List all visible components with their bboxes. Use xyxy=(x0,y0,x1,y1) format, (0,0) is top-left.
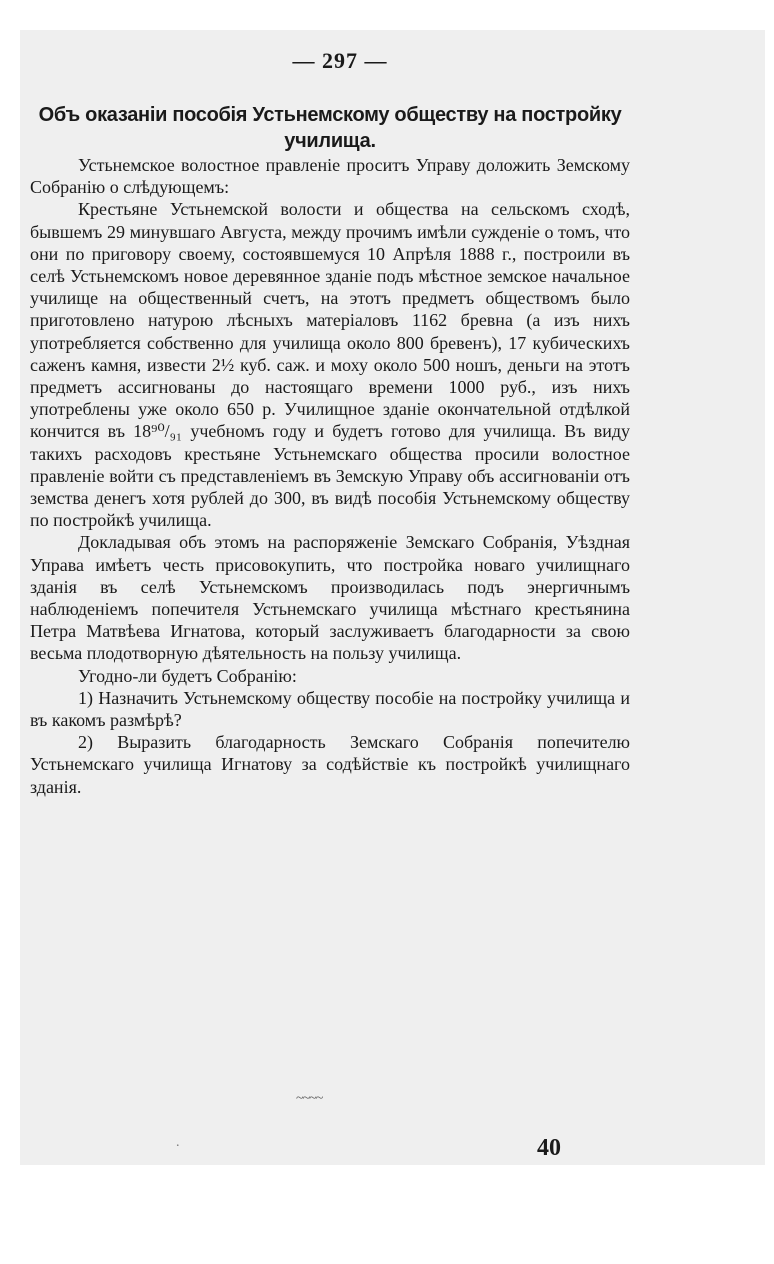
document-title: Объ оказаніи пособія Устьнемскому обществу на постройку училища. xyxy=(38,104,622,152)
ornament-divider: ~~~~ xyxy=(296,1091,323,1106)
paragraph-main: Крестьяне Устьнемской волости и общества на сельскомъ сходѣ, бывшемъ 29 минувшаго Августа, между прочимъ имѣли сужденіе о томъ, что они по приговору своему, состоявшемуся 10 Апрѣля 1888 г., построили въ селѣ Устьнемскомъ новое деревянное зданіе подъ мѣстное земское начальное училище на общественный счетъ, на этотъ предметъ обществомъ было приготовлено натурою лѣсныхъ матеріаловъ 1162 бревна (а изъ нихъ употребляется собственно для училища около 800 бревенъ), 17 кубическихъ саженъ камня, извести 2½ куб. саж. и моху около 500 ношъ, деньги на этотъ предметъ ассигнованы до настоящаго времени 1000 руб., изъ нихъ употреблены уже около 650 р. Училищное зданіе окончательной отдѣлкой кончится въ 18⁹⁰/₉₁ учебномъ году и будетъ готово для училища. Въ виду такихъ расходовъ крестьяне Устьнемскаго общества просили волостное правленіе войти съ представленіемъ въ Земскую Управу объ ассигнованіи отъ земства денегъ хотя рублей до 300, въ видѣ пособія Устьнемскому обществу по постройкѣ училища. xyxy=(30,199,630,531)
paragraph-intro: Устьнемское волостное правленіе проситъ Управу доложить Земскому Собранію о слѣдующемъ: xyxy=(30,155,630,198)
paragraph-question: Угодно-ли будетъ Собранію: xyxy=(78,665,297,686)
proposal-1: 1) Назначить Устьнемскому обществу пособіе на постройку училища и въ какомъ размѣрѣ? xyxy=(30,687,630,731)
proposal-2: 2) Выразить благодарность Земскаго Собранія попечителю Устьнемскаго училища Игнатову за содѣйствіе къ постройкѣ училищнаго зданія. xyxy=(30,732,630,797)
text-column xyxy=(30,48,630,798)
paragraph-report: Докладывая объ этомъ на распоряженіе Земскаго Собранія, Уѣздная Управа имѣетъ честь присовокупить, что постройка новаго училищнаго зданія въ селѣ Устьнемскомъ производилась подъ энергичнымъ наблюденіемъ попечителя Устьнемскаго училища мѣстнаго крестьянина Петра Матвѣева Игнатова, который заслуживаетъ благодарности за свою весьма плодотворную дѣятельность на пользу училища. xyxy=(30,532,630,664)
page-number: — 297 — xyxy=(292,48,388,73)
corner-mark: . xyxy=(176,1135,180,1150)
sheet-number: 40 xyxy=(537,1135,561,1161)
